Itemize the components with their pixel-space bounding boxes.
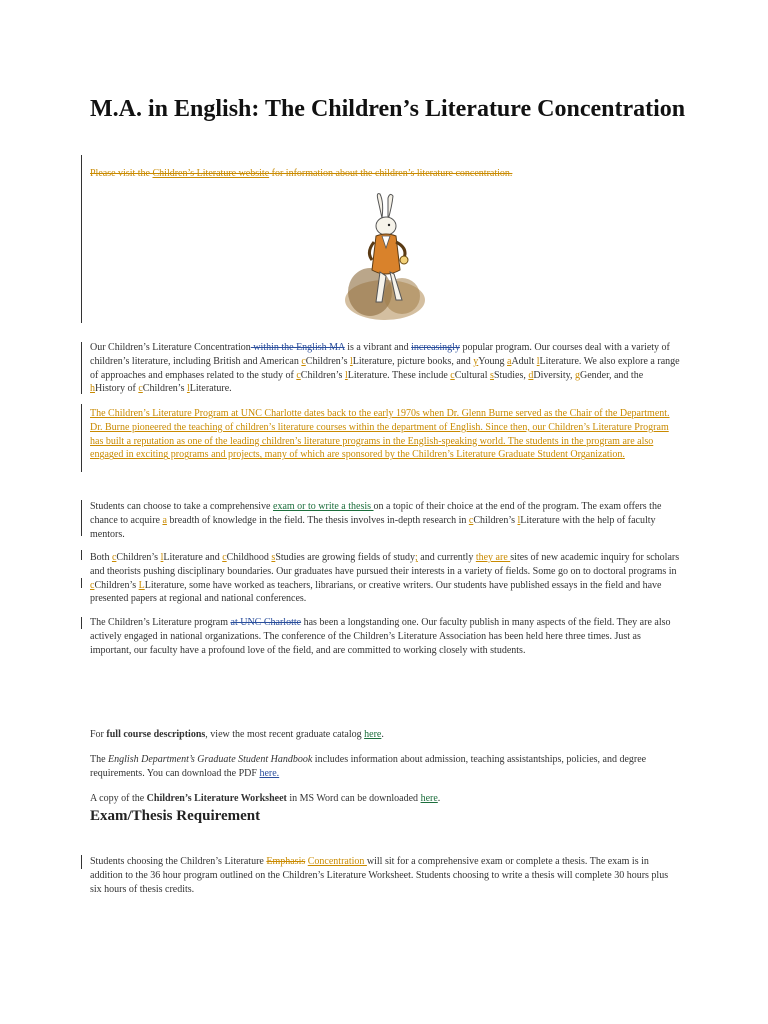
childrens-literature-website-link[interactable]: Children’s Literature website: [152, 168, 270, 179]
change-bar: [81, 155, 82, 323]
handbook-paragraph: The English Department’s Graduate Student Handbook includes information about admission, teaching assistantships, policies, and degree requirements. You can download the PDF here.: [90, 754, 647, 779]
change-bar: [81, 578, 82, 588]
requirement-paragraph: Students choosing the Children’s Literature Emphasis Concentration will sit for a comprehensive exam or complete a thesis. The exam is in addition to the 36 hour program outlined on the Children’s Literature Worksheet. Students choosing to write a thesis will complete 30 hours plus six hours of thesis credits.: [90, 856, 669, 895]
worksheet-line: A copy of the Children’s Literature Worksheet in MS Word can be downloaded here.: [90, 793, 441, 804]
handbook-pdf-link[interactable]: here.: [259, 767, 280, 779]
white-rabbit-illustration: [340, 192, 430, 322]
course-descriptions-line: For full course descriptions, view the most recent graduate catalog here.: [90, 729, 384, 740]
graduate-catalog-link[interactable]: here: [364, 729, 382, 740]
visit-notice: Please visit the Children’s Literature website for information about the children’s literature concentration.: [90, 168, 513, 179]
intro-paragraph: Our Children’s Literature Concentration within the English MA is a vibrant and increasingly popular program. Our courses deal with a variety of children’s literature, including British and American cChildren’s lLiterature, picture books, and yYoung aAdult lLiterature. We also explore a range of approaches and emphases related to the study of cChildren’s lLiterature. These include cCultural sStudies, dDiversity, gGender, and the hHistory of cChildren’s lLiterature.: [90, 342, 680, 395]
exam-or-thesis-link[interactable]: exam or to write a thesis: [273, 501, 374, 512]
fields-paragraph: Both cChildren’s lLiterature and cChildhood sStudies are growing fields of study; and currently they are sites of new academic inquiry for scholars and theorists pushing disciplinary boundaries. Our graduates have pursued their interests in a variety of fields. Some go on to doctoral programs in cChildren’s LLiterature, some have worked as teachers, librarians, or creative writers. Our students have published essays in the field and have presented papers at regional and national conferences.: [90, 552, 680, 605]
worksheet-download-link[interactable]: here: [420, 793, 438, 804]
requirement-heading: Exam/Thesis Requirement: [90, 808, 261, 824]
change-bar: [81, 500, 82, 536]
change-bar: [81, 617, 82, 629]
change-bar: [81, 550, 82, 560]
program-paragraph: The Children’s Literature program at UNC Charlotte has been a longstanding one. Our faculty publish in many aspects of the field. They are also actively engaged in national organizations. The conference of the Children’s Literature Association has been held here three times. Just as important, our faculty have a profound love of the field, and are committed to working closely with students.: [90, 617, 671, 656]
change-bar: [81, 342, 82, 394]
exam-paragraph: Students can choose to take a comprehensive exam or to write a thesis on a topic of their choice at the end of the program. The exam offers the chance to acquire a breadth of knowledge in the field. The thesis involves in-depth research in cChildren’s lLiterature with the help of faculty mentors.: [90, 501, 662, 540]
history-paragraph: The Children’s Literature Program at UNC Charlotte dates back to the early 1970s when Dr. Glenn Burne served as the Chair of the Department. Dr. Burne pioneered the teaching of children’s literature courses within the department of English. Since then, our Children’s Literature Program has built a reputation as one of the leading children’s literature programs in the English-speaking world. The students in the program are also engaged in exciting programs and projects, many of which are sponsored by the Children’s Literature Graduate Student Organization.: [90, 408, 670, 461]
page-title: M.A. in English: The Children’s Literature Concentration: [90, 96, 686, 122]
change-bar: [81, 855, 82, 869]
change-bar: [81, 404, 82, 472]
